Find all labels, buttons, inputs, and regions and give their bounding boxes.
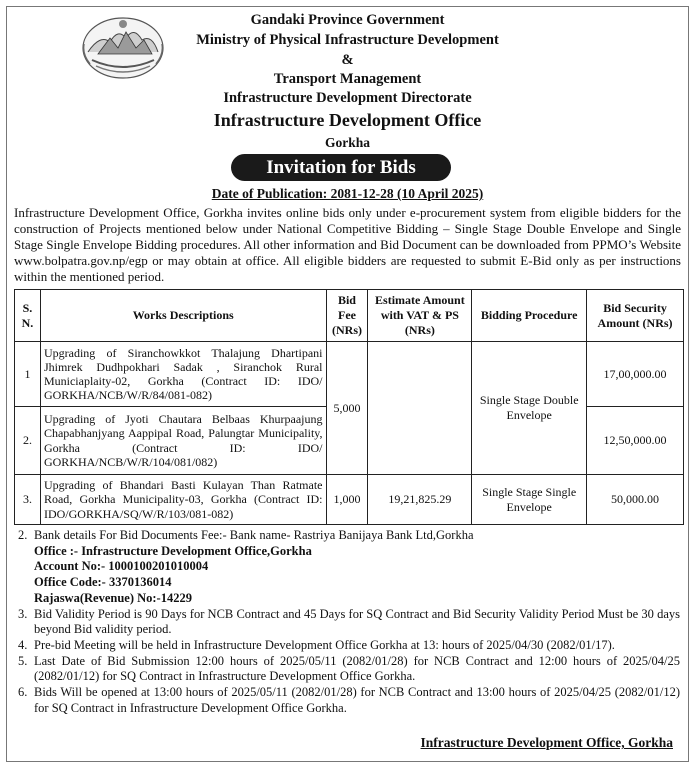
note-text: Last Date of Bid Submission 12:00 hours of 2025/05/11 (2082/01/28) for NCB Contract and 12:00 hours of 2025/04/25 (2082/01/12) for SQ Contract in Infrastructure Development Office Gorkha. xyxy=(34,653,680,684)
note-number: 3. xyxy=(18,606,28,621)
row-security: 50,000.00 xyxy=(587,475,684,525)
row-sn: 1 xyxy=(15,342,41,407)
footer-signature: Infrastructure Development Office, Gorkha xyxy=(420,735,673,750)
header-province: Gandaki Province Government xyxy=(250,12,445,28)
bank-revenue-no: Rajaswa(Revenue) No:-14229 xyxy=(34,590,192,605)
row-estimate: 19,21,825.29 xyxy=(368,475,472,525)
row-works: Upgrading of Bhandari Basti Kulayan Than Ratmate Road, Gorkha Municipality-03, Gorkha (Contract ID: IDO/GORKHA/SQ/W/R/103/081-082) xyxy=(40,475,326,525)
publication-date: Date of Publication: 2081-12-28 (10 April 2025) xyxy=(211,186,484,201)
bank-office: Office :- Infrastructure Development Office,Gorkha xyxy=(34,543,312,558)
row-works: Upgrading of Siranchowkkot Thalajung Dhartipani Jhimrek Dudhpokhari Sadak , Siranchok Rural Municiaplaity-02, Gorkha (Contract ID: IDO/ GORKHA/NCB/W/R/84/081-082) xyxy=(40,342,326,407)
row-sn: 3. xyxy=(15,475,41,525)
row-works: Upgrading of Jyoti Chautara Belbaas Khurpaajung Chapabhanjyang Aappipal Road, Palungtar Municipality, Gorkha (Contract ID: IDO/ GORKHA/NCB/W/R/104/081/082) xyxy=(40,407,326,475)
note-item xyxy=(18,685,680,716)
note-text: Pre-bid Meeting will be held in Infrastructure Development Office Gorkha at 13: hours of 2025/04/30 (2082/01/17). xyxy=(34,637,615,652)
note-item xyxy=(18,607,680,638)
header-transport: Transport Management xyxy=(273,71,422,87)
header-location: Gorkha xyxy=(324,135,370,150)
table-row xyxy=(15,475,684,525)
header-sn: S. N. xyxy=(15,290,41,342)
header-directorate: Infrastructure Development Directorate xyxy=(223,90,472,106)
row-sn: 2. xyxy=(15,407,41,475)
invitation-banner: Invitation for Bids xyxy=(231,154,451,181)
note-text: Bid Validity Period is 90 Days for NCB Contract and 45 Days for SQ Contract and Bid Security Validity Period Must be 30 days beyond Bid validity period. xyxy=(34,606,680,637)
row-procedure: Single Stage Double Envelope xyxy=(472,342,587,475)
header-fee: Bid Fee (NRs) xyxy=(326,290,368,342)
notes-list xyxy=(18,528,680,716)
header-estimate: Estimate Amount with VAT & PS (NRs) xyxy=(368,290,472,342)
row-procedure: Single Stage Single Envelope xyxy=(472,475,587,525)
row-fee: 5,000 xyxy=(326,342,368,475)
note-number: 5. xyxy=(18,653,28,668)
header-ampersand: & xyxy=(341,52,354,68)
note-number: 2. xyxy=(18,528,28,542)
note-number: 4. xyxy=(18,637,28,652)
note-item xyxy=(18,528,680,544)
row-security: 12,50,000.00 xyxy=(587,407,684,475)
table-header-row xyxy=(15,290,684,342)
bids-table xyxy=(14,289,684,525)
bank-account: Account No:- 1000100201010004 xyxy=(34,559,209,574)
table-row xyxy=(15,342,684,407)
note-number: 6. xyxy=(18,685,28,700)
note-item xyxy=(18,638,680,654)
row-estimate xyxy=(368,342,472,475)
header-works: Works Descriptions xyxy=(40,290,326,342)
bank-office-code: Office Code:- 3370136014 xyxy=(34,575,172,590)
intro-paragraph: Infrastructure Development Office, Gorkha invites online bids only under e-procurement system from eligible bidders for the construction of Projects mentioned below under National Competitive Bidding – Single Stage Double Envelope and Single Stage Single Envelope Bidding procedures. All other information and Bid Document can be downloaded from PPMO’s Website www.bolpatra.gov.np/egp or may obtain at office. All eligible bidders are requested to submit E-Bid only as per instructions within the mentioned period. xyxy=(14,205,681,284)
note-item xyxy=(18,654,680,685)
row-fee: 1,000 xyxy=(326,475,368,525)
header-ministry: Ministry of Physical Infrastructure Development xyxy=(196,32,499,48)
note-text: Bids Will be opened at 13:00 hours of 2025/05/11 (2082/01/28) for NCB Contract and 13:00 hours of 2025/04/25 (2082/01/12) for SQ Contract in Infrastructure Development Office Gorkha. xyxy=(34,685,680,715)
header-office: Infrastructure Development Office xyxy=(213,110,482,130)
header-security: Bid Security Amount (NRs) xyxy=(587,290,684,342)
header-procedure: Bidding Procedure xyxy=(472,290,587,342)
row-security: 17,00,000.00 xyxy=(587,342,684,407)
note-text: Bank details For Bid Documents Fee:- Bank name- Rastriya Banijaya Bank Ltd,Gorkha xyxy=(34,528,474,542)
